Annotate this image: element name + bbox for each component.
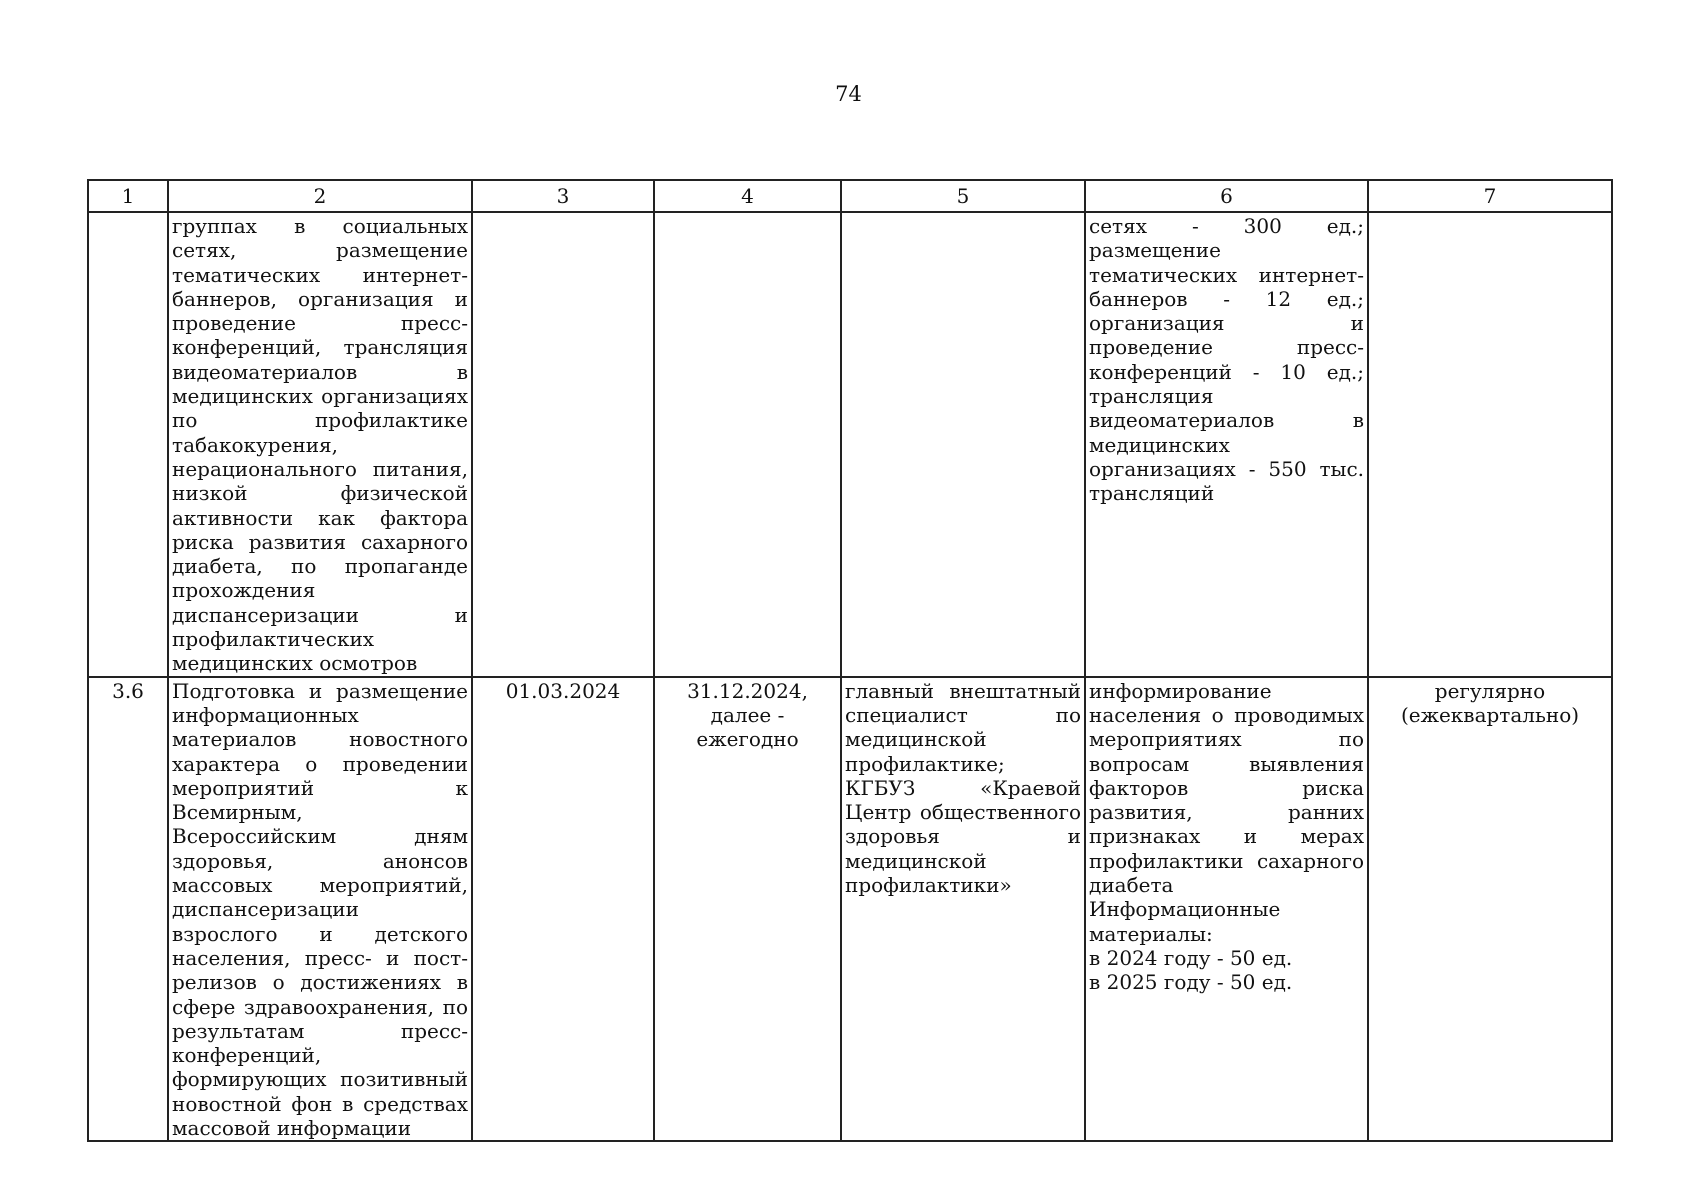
cell-frequency xyxy=(1368,212,1612,677)
result-line: Информационные материалы: xyxy=(1089,897,1281,946)
cell-responsible: главный внештатный специалист по медицинской профилактике; КГБУЗ «Краевой Центр общественного здоровья и медицинской профилактики» xyxy=(841,677,1085,1142)
cell-number: 3.6 xyxy=(88,677,168,1142)
cell-result: сетях - 300 ед.; размещение тематических интернет-баннеров - 12 ед.; организация и проведение пресс-конференций - 10 ед.; трансляция видеоматериалов в медицинских организациях - 550 тыс. трансляций xyxy=(1085,212,1368,677)
cell-start-date xyxy=(472,212,654,677)
column-header: 2 xyxy=(168,180,472,212)
cell-frequency xyxy=(1368,677,1612,1142)
column-header: 5 xyxy=(841,180,1085,212)
measures-table xyxy=(87,179,1613,1142)
result-line: информирование населения о проводимых мероприятиях по вопросам выявления факторов риска развития, ранних признаках и мерах профилактики сахарного диабета xyxy=(1089,678,1364,898)
cell-activity: группах в социальных сетях, размещение тематических интернет-баннеров, организация и проведение пресс-конференций, трансляция видеоматериалов в медицинских организациях по профилактике табакокурения, нерационального питания, низкой физической активности как фактора риска развития сахарного диабета, по пропаганде прохождения диспансеризации и профилактических медицинских осмотров xyxy=(168,212,472,677)
column-header: 6 xyxy=(1085,180,1368,212)
cell-end-date xyxy=(654,212,841,677)
column-header: 7 xyxy=(1368,180,1612,212)
page-number: 74 xyxy=(835,82,862,106)
cell-end-date xyxy=(654,677,841,1142)
result-line: в 2025 году - 50 ед. xyxy=(1089,970,1293,995)
cell-responsible xyxy=(841,212,1085,677)
result-line: в 2024 году - 50 ед. xyxy=(1089,945,1293,970)
cell-start-date: 01.03.2024 xyxy=(472,677,654,1142)
end-date-line: далее - ежегодно xyxy=(696,702,799,752)
cell-number xyxy=(88,212,168,677)
end-date-line: 31.12.2024, xyxy=(687,678,808,703)
header-row xyxy=(88,180,1612,212)
cell-result xyxy=(1085,677,1368,1142)
table-row xyxy=(88,212,1612,677)
table-row xyxy=(88,677,1612,1142)
frequency-line: регулярно xyxy=(1434,678,1546,703)
column-header: 4 xyxy=(654,180,841,212)
cell-activity: Подготовка и размещение информационных материалов новостного характера о проведении мероприятий к Всемирным, Всероссийским дням здоровья, анонсов массовых мероприятий, диспансеризации взрослого и детского населения, пресс- и пост-релизов о достижениях в сфере здравоохранения, по результатам пресс-конференций, формирующих позитивный новостной фон в средствах массовой информации xyxy=(168,677,472,1142)
frequency-line: (ежеквартально) xyxy=(1400,702,1580,727)
column-header: 3 xyxy=(472,180,654,212)
column-header: 1 xyxy=(88,180,168,212)
